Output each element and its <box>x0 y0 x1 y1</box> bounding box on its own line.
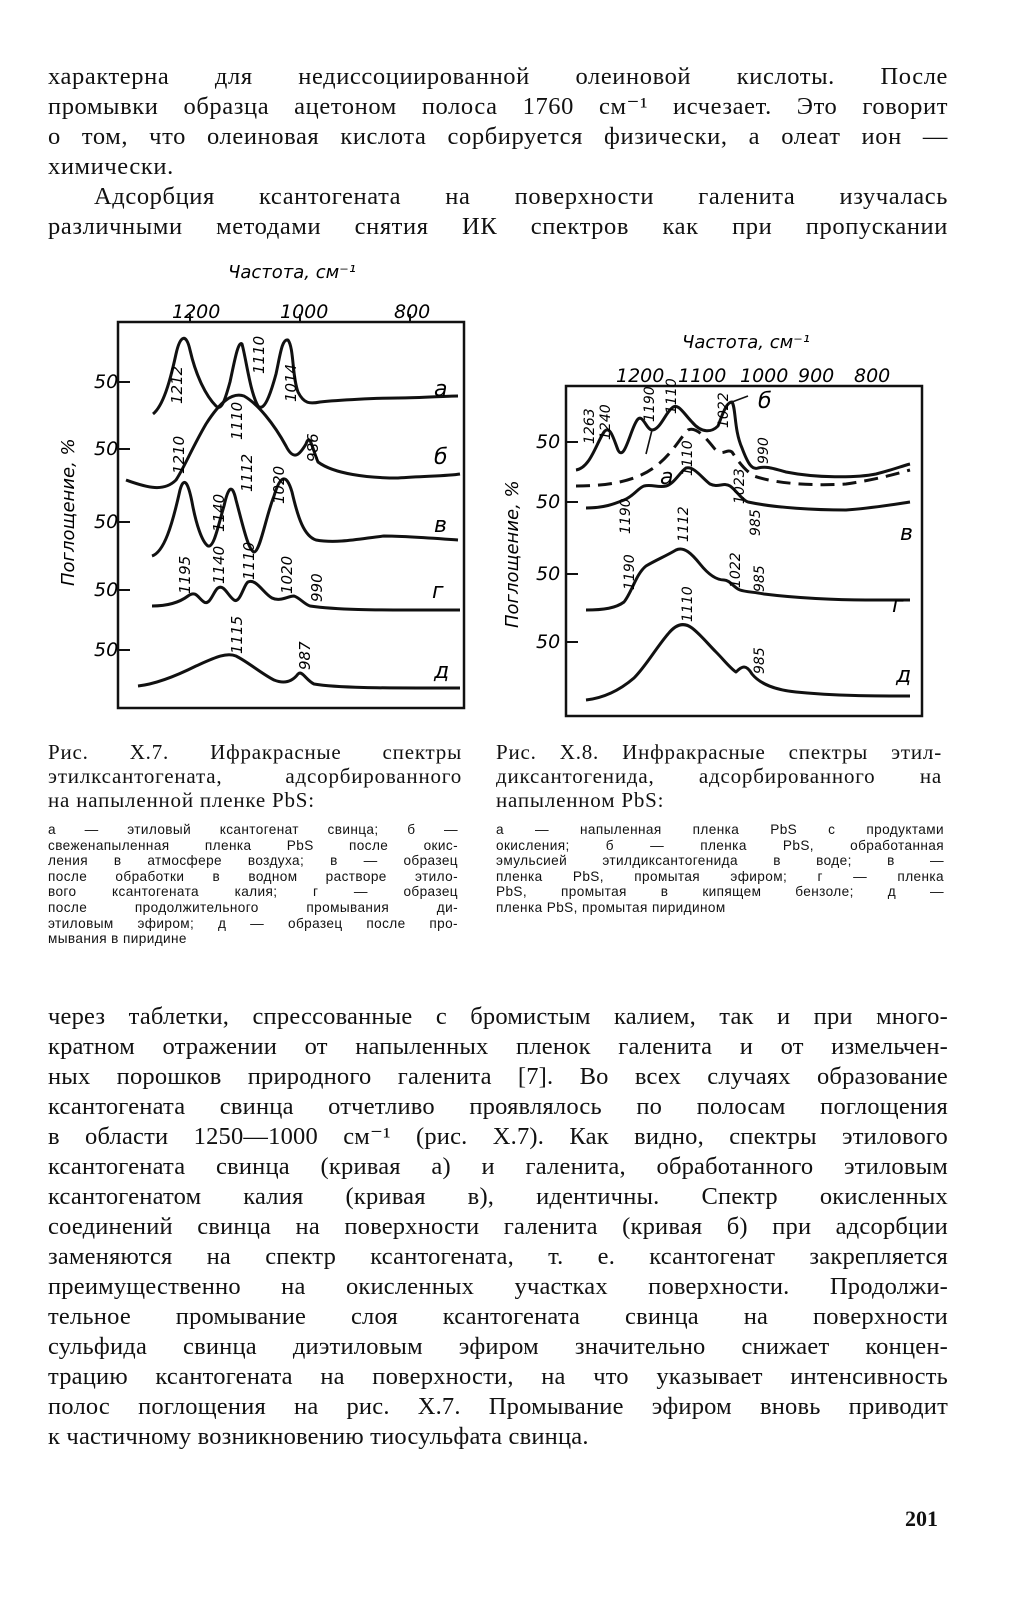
peak-label: 1020 <box>278 555 296 594</box>
text-line: ксантогенатом калия (кривая в), идентичны. Спектр окисленных <box>48 1183 948 1210</box>
paragraph-2 <box>48 182 948 242</box>
y-tick-label: 50 <box>94 579 119 601</box>
text-line: трацию ксантогената на поверхности, на что указывает интенсивность <box>48 1363 948 1390</box>
caption-line: этилксантогената, адсорбированного <box>48 764 462 788</box>
peak-label: 986 <box>304 433 322 462</box>
legend-line: вого ксантогената калия; г — образец <box>48 884 458 900</box>
figure-x7 <box>48 256 488 736</box>
peak-label: 1110 <box>680 586 696 622</box>
peak-label: 1112 <box>238 453 256 492</box>
peak-label: 1110 <box>680 440 696 476</box>
y-tick-label: 50 <box>94 511 119 533</box>
y-tick-label: 50 <box>536 631 561 653</box>
figure-x7-legend <box>48 822 458 947</box>
legend-line: пленка PbS, промытая пиридином <box>496 899 726 915</box>
curve-a <box>153 335 458 414</box>
x-tick-labels <box>172 301 430 323</box>
peak-label: 1195 <box>176 555 194 594</box>
text-line: тельное промывание слоя ксантогената свинца на поверхности <box>48 1303 948 1330</box>
curve-letter: г <box>432 579 444 604</box>
curve-c <box>152 479 458 556</box>
peak-label: 990 <box>756 437 772 464</box>
legend-line: PbS, промытая в кипящем бензоле; д — <box>496 884 944 900</box>
x-axis-title: Частота, см⁻¹ <box>228 262 356 283</box>
x-tick-label: 900 <box>798 365 835 387</box>
figure-x7-caption <box>48 740 462 812</box>
x-tick-label: 800 <box>394 301 431 323</box>
curve-e <box>586 625 910 700</box>
text-line: полос поглощения на рис. X.7. Промывание эфиром вновь приводит <box>48 1393 948 1420</box>
peak-label: 1210 <box>170 435 188 474</box>
caption-line: диксантогенида, адсорбированного на <box>496 764 942 788</box>
y-tick-label: 50 <box>536 431 561 453</box>
legend-line: после продолжительного промывания ди- <box>48 899 458 915</box>
text-line: через таблетки, спрессованные с бромистым калием, так и при много- <box>48 1003 948 1030</box>
legend-line: а — напыленная пленка PbS с продуктами <box>496 822 944 837</box>
text-line: различными методами снятия ИК спектров как при пропускании <box>48 213 948 240</box>
peak-label: 985 <box>752 565 768 592</box>
peak-label: 1020 <box>270 465 288 504</box>
peak-label: 987 <box>296 641 314 670</box>
legend-line: пленка PbS, промытая эфиром; г — пленка <box>496 868 944 884</box>
y-axis-title: Поглощение, % <box>58 438 79 586</box>
peak-label: 1190 <box>618 498 634 534</box>
curve-letter: в <box>900 521 913 546</box>
peak-label: 985 <box>748 509 764 536</box>
y-ticks <box>536 431 560 653</box>
x-tick-label: 1200 <box>172 301 221 323</box>
peak-label: 1140 <box>210 545 228 584</box>
y-ticks <box>94 371 118 661</box>
curve-letters <box>432 377 449 684</box>
legend-line: окисления; б — пленка PbS, обработанная <box>496 837 944 853</box>
legend-line: этиловым эфиром; д — образец после про- <box>48 915 458 931</box>
legend-line: а — этиловый ксантогенат свинца; б — <box>48 822 458 837</box>
peak-label: 1212 <box>168 365 186 404</box>
curve-letter: в <box>434 513 447 538</box>
y-tick-label: 50 <box>94 371 119 393</box>
peak-label: 1110 <box>228 401 246 440</box>
peak-label: 1110 <box>664 378 680 414</box>
text-line: характерна для недиссоциированной олеиновой кислоты. После <box>48 63 948 90</box>
peak-label: 985 <box>752 647 768 674</box>
x-tick-label: 1200 <box>616 365 665 387</box>
text-line: промывки образца ацетоном полоса 1760 см⁻¹ исчезает. Это говорит <box>48 93 948 120</box>
peak-label: 1110 <box>250 335 268 374</box>
curve-d <box>152 581 460 610</box>
caption-line: напыленном PbS: <box>496 788 665 812</box>
paragraph-3 <box>48 1002 948 1452</box>
text-line: заменяются на спектр ксантогената, т. е. ксантогенат закрепляется <box>48 1243 948 1270</box>
curve-letter: а <box>434 377 448 402</box>
caption-line: Рис. X.8. Инфракрасные спектры этил- <box>496 740 942 764</box>
x-tick-labels <box>616 365 890 387</box>
x-tick-label: 1100 <box>678 365 727 387</box>
text-line: преимущественно на окисленных участках поверхности. Продолжи- <box>48 1273 948 1300</box>
peak-label: 1110 <box>240 541 258 580</box>
y-tick-label: 50 <box>94 438 119 460</box>
peak-label: 1263 <box>582 408 598 444</box>
legend-line: мывания в пиридине <box>48 931 187 947</box>
y-tick-label: 50 <box>536 491 561 513</box>
text-line: ксантогената свинца (кривая а) и галенита, обработанного этиловым <box>48 1153 948 1180</box>
text-line: о том, что олеиновая кислота сорбируется физически, а олеат ион — <box>48 123 948 150</box>
y-tick-marks <box>566 442 578 642</box>
paragraph-1 <box>48 62 948 182</box>
peak-label: 1112 <box>676 506 692 542</box>
figure-x8-caption <box>496 740 942 812</box>
figure-x8-plot <box>496 318 956 738</box>
caption-line: на напыленной пленке PbS: <box>48 788 315 812</box>
figure-x8-legend <box>496 822 944 916</box>
x-axis-title: Частота, см⁻¹ <box>682 332 810 353</box>
text-line: соединений свинца на поверхности галенита (кривая б) при адсорбции <box>48 1213 948 1240</box>
peak-label: 1022 <box>728 552 744 588</box>
x-tick-label: 1000 <box>280 301 329 323</box>
text-line: сульфида свинца диэтиловым эфиром значительно снижает концен- <box>48 1333 948 1360</box>
x-tick-label: 1000 <box>740 365 789 387</box>
figure-x8 <box>496 318 956 738</box>
text-line: в области 1250—1000 см⁻¹ (рис. X.7). Как видно, спектры этилового <box>48 1123 948 1150</box>
peak-label: 1023 <box>732 468 748 504</box>
legend-line: эмульсией этилдиксантогенида в воде; в — <box>496 853 944 869</box>
peak-label: 1190 <box>642 386 658 422</box>
y-tick-marks <box>118 382 130 650</box>
text-line: Адсорбция ксантогената на поверхности галенита изучалась <box>94 183 948 210</box>
legend-line: ления в атмосфере воздуха; в — образец <box>48 853 458 869</box>
peak-label: 1140 <box>210 493 228 532</box>
text-line: ксантогената свинца отчетливо проявлялось по полосам поглощения <box>48 1093 948 1120</box>
peak-label: 1014 <box>282 363 300 402</box>
y-axis-title: Поглощение, % <box>502 480 523 628</box>
curve-letter: б <box>434 445 448 470</box>
peak-label: 1190 <box>622 554 638 590</box>
text-line: ных порошков природного галенита [7]. Во всех случаях образование <box>48 1063 948 1090</box>
curve-letters <box>660 389 913 688</box>
curve-letter: а <box>660 465 674 490</box>
y-tick-label: 50 <box>536 563 561 585</box>
curve-letter: г <box>892 593 904 618</box>
peak-label: 1240 <box>598 404 614 440</box>
text-line: к частичному возникновению тиосульфата свинца. <box>48 1423 589 1450</box>
peak-labels <box>582 378 772 674</box>
peak-label: 990 <box>308 573 326 602</box>
y-tick-label: 50 <box>94 639 119 661</box>
peak-label: 1115 <box>228 615 246 654</box>
legend-line: после обработки в водном растворе этило- <box>48 868 458 884</box>
spectra-curves <box>576 402 910 700</box>
page-number: 201 <box>905 1506 938 1531</box>
curve-letter: б <box>758 389 772 414</box>
curve-letter: д <box>434 659 450 684</box>
caption-line: Рис. X.7. Ифракрасные спектры <box>48 740 462 764</box>
curve-letter: д <box>896 663 912 688</box>
figure-x7-plot <box>48 256 488 736</box>
text-line: химически. <box>48 153 174 180</box>
text-line: кратном отражении от напыленных пленок галенита и от измельчен- <box>48 1033 948 1060</box>
legend-line: свеженапыленная пленка PbS после окис- <box>48 837 458 853</box>
peak-label: 1022 <box>716 392 732 428</box>
curve-c <box>586 468 910 510</box>
x-tick-label: 800 <box>854 365 891 387</box>
